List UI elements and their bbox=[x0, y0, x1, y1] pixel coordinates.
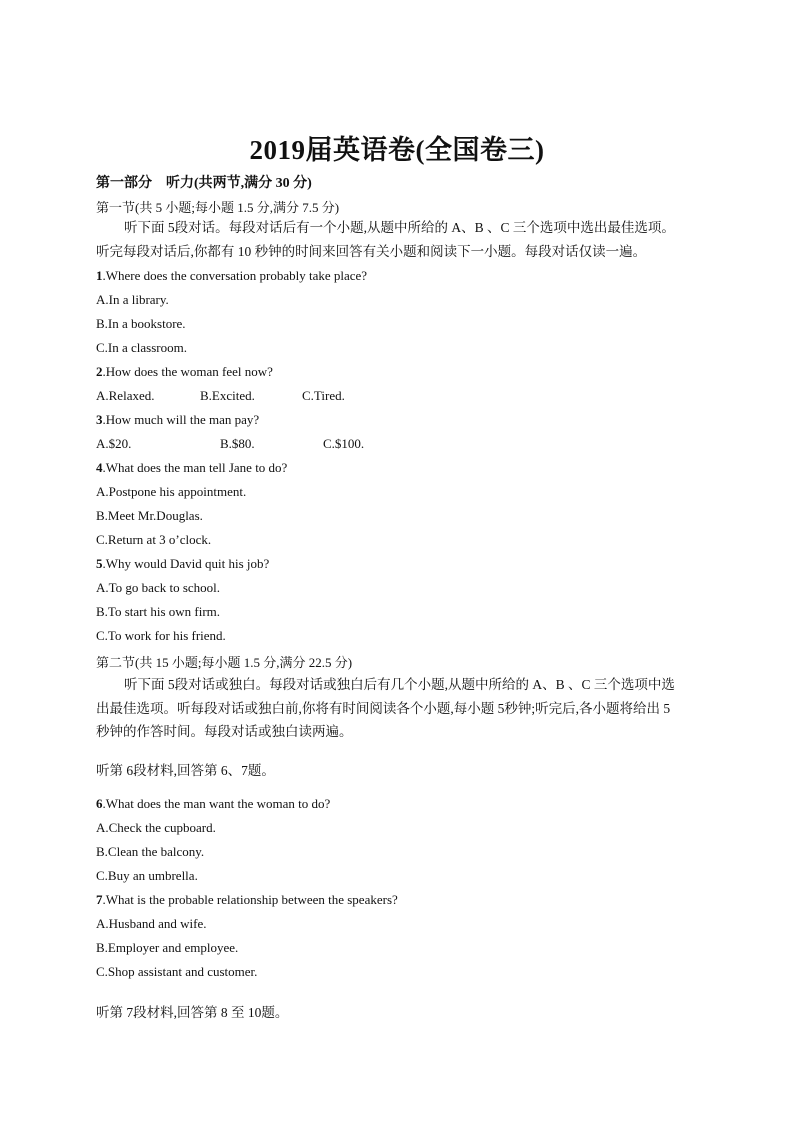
question-text: .How much will the man pay? bbox=[102, 412, 260, 427]
question-5-option-b: B.To start his own firm. bbox=[96, 604, 221, 619]
question-text: .How does the woman feel now? bbox=[102, 364, 273, 379]
question-number: 2 bbox=[96, 364, 103, 379]
question-4-option-c: C.Return at 3 o’clock. bbox=[96, 532, 212, 547]
question-number: 7 bbox=[96, 892, 103, 907]
question-1 bbox=[96, 268, 367, 284]
question-6-option-b: B.Clean the balcony. bbox=[96, 844, 205, 859]
question-text: .Where does the conversation probably take place? bbox=[102, 268, 368, 283]
question-6 bbox=[96, 796, 330, 812]
question-text: .Why would David quit his job? bbox=[102, 556, 270, 571]
section1-heading: 第一节(共 5 小题;每小题 1.5 分,满分 7.5 分) bbox=[96, 200, 340, 215]
page-title: 2019届英语卷(全国卷三) bbox=[249, 135, 545, 165]
section2-instruction-line3: 秒钟的作答时间。每段对话或独白读两遍。 bbox=[96, 724, 353, 739]
section2-instruction-line2: 出最佳选项。听每段对话或独白前,你将有时间阅读各个小题,每小题 5秒钟;听完后,各小题将给出 5 bbox=[96, 701, 671, 716]
question-number: 5 bbox=[96, 556, 103, 571]
question-1-option-a: A.In a library. bbox=[96, 292, 169, 307]
question-text: .What does the man want the woman to do? bbox=[102, 796, 331, 811]
question-7-option-c: C.Shop assistant and customer. bbox=[96, 964, 258, 979]
question-7-option-a: A.Husband and wife. bbox=[96, 916, 207, 931]
question-3-option-a: A.$20. bbox=[96, 436, 132, 451]
section1-instruction-line1: 听下面 5段对话。每段对话后有一个小题,从题中所给的 A、B 、C 三个选项中选出最佳选项。 bbox=[124, 220, 675, 235]
question-6-option-c: C.Buy an umbrella. bbox=[96, 868, 198, 883]
question-number: 3 bbox=[96, 412, 103, 427]
question-number: 4 bbox=[96, 460, 103, 475]
question-5-option-a: A.To go back to school. bbox=[96, 580, 221, 595]
question-7-option-b: B.Employer and employee. bbox=[96, 940, 239, 955]
question-2 bbox=[96, 364, 273, 380]
question-2-option-a: A.Relaxed. bbox=[96, 388, 155, 403]
question-text: .What is the probable relationship between the speakers? bbox=[102, 892, 398, 907]
question-number: 1 bbox=[96, 268, 103, 283]
section1-instruction-line2: 听完每段对话后,你都有 10 秒钟的时间来回答有关小题和阅读下一小题。每段对话仅读一遍。 bbox=[96, 244, 647, 259]
section2-instruction-line1: 听下面 5段对话或独白。每段对话或独白后有几个小题,从题中所给的 A、B 、C 三个选项中选 bbox=[124, 677, 675, 692]
section2-heading: 第二节(共 15 小题;每小题 1.5 分,满分 22.5 分) bbox=[96, 655, 353, 670]
question-7 bbox=[96, 892, 398, 908]
question-6-option-a: A.Check the cupboard. bbox=[96, 820, 216, 835]
question-2-option-b: B.Excited. bbox=[200, 388, 255, 403]
question-text: .What does the man tell Jane to do? bbox=[102, 460, 288, 475]
question-3-option-b: B.$80. bbox=[220, 436, 255, 451]
question-1-option-c: C.In a classroom. bbox=[96, 340, 187, 355]
question-5-option-c: C.To work for his friend. bbox=[96, 628, 226, 643]
material-6-note: 听第 6段材料,回答第 6、7题。 bbox=[96, 763, 275, 778]
question-3 bbox=[96, 412, 259, 428]
part1-heading: 第一部分 听力(共两节,满分 30 分) bbox=[96, 176, 312, 191]
question-4 bbox=[96, 460, 287, 476]
question-5 bbox=[96, 556, 269, 572]
question-2-option-c: C.Tired. bbox=[302, 388, 345, 403]
question-3-option-c: C.$100. bbox=[323, 436, 365, 451]
question-4-option-a: A.Postpone his appointment. bbox=[96, 484, 247, 499]
question-4-option-b: B.Meet Mr.Douglas. bbox=[96, 508, 203, 523]
question-1-option-b: B.In a bookstore. bbox=[96, 316, 186, 331]
question-number: 6 bbox=[96, 796, 103, 811]
material-7-note: 听第 7段材料,回答第 8 至 10题。 bbox=[96, 1005, 289, 1020]
